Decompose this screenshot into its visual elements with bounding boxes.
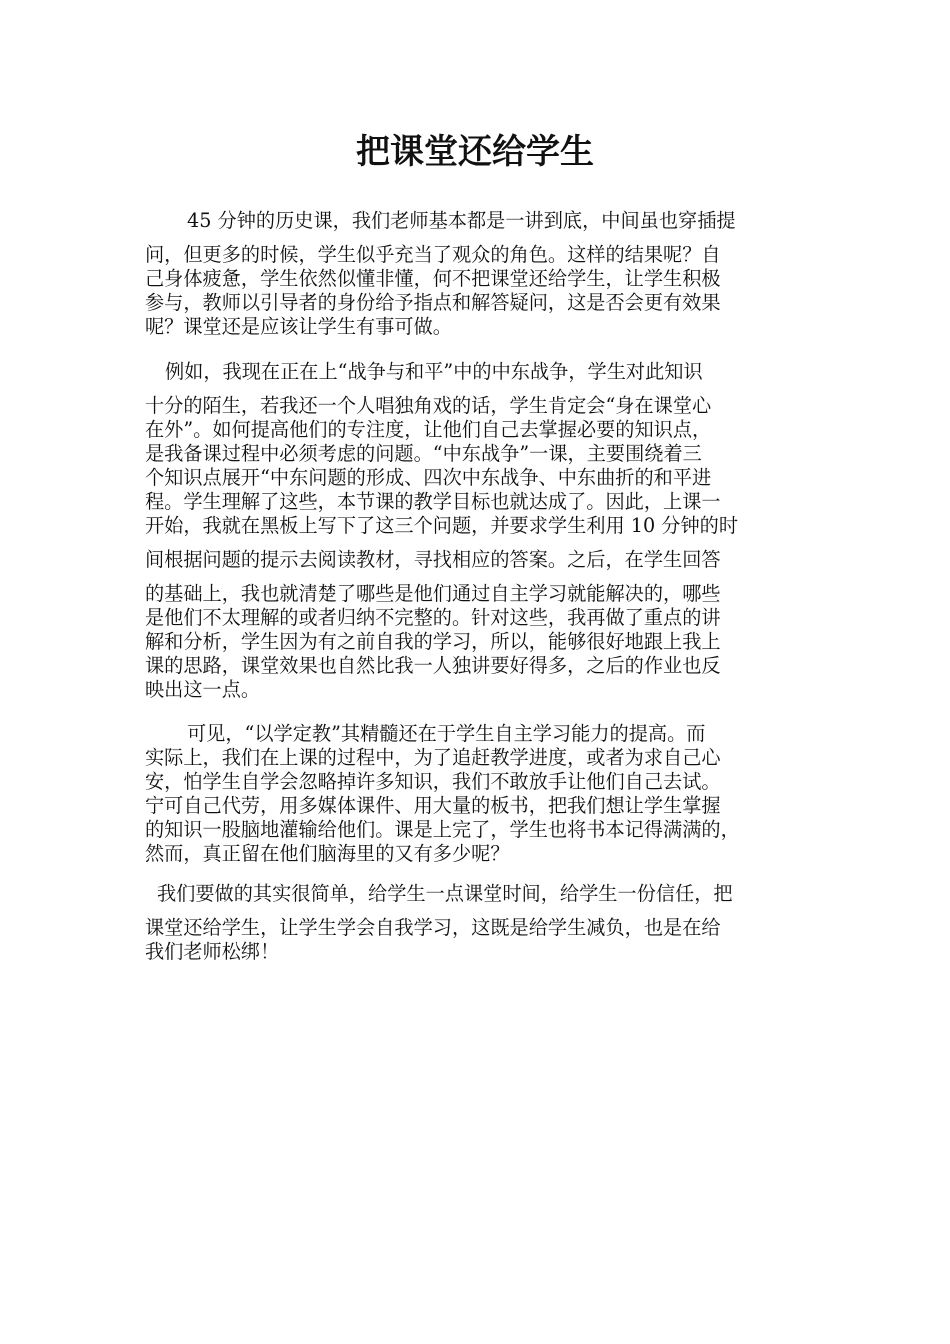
paragraph-line: 间根据问题的提示去阅读教材，寻找相应的答案。之后，在学生回答 [145,548,721,571]
paragraph-line: 是我备课过程中必须考虑的问题。“中东战争”一课，主要围绕着三 [145,442,702,465]
paragraph-1 [145,209,805,339]
paragraph-line: 安，怕学生自学会忽略掉许多知识，我们不敢放手让他们自己去试。 [145,770,721,793]
paragraph-line: 课的思路，课堂效果也自然比我一人独讲要好得多，之后的作业也反 [145,654,721,677]
paragraph-line: 十分的陌生，若我还一个人唱独角戏的话，学生肯定会“身在课堂心 [145,394,712,417]
paragraph-line: 在外”。如何提高他们的专注度，让他们自己去掌握必要的知识点， [145,418,712,441]
paragraph-line: 问，但更多的时候，学生似乎充当了观众的角色。这样的结果呢？自 [145,243,721,266]
paragraph-line: 可见，“以学定教”其精髓还在于学生自主学习能力的提高。而 [187,722,706,745]
paragraph-line: 个知识点展开“中东问题的形成、四次中东战争、中东曲折的和平进 [145,466,712,489]
paragraph-line: 参与，教师以引导者的身份给予指点和解答疑问，这是否会更有效果 [145,291,721,314]
paragraph-line: 己身体疲惫，学生依然似懂非懂，何不把课堂还给学生，让学生积极 [145,267,721,290]
document-title: 把课堂还给学生 [356,132,594,172]
paragraph-4 [145,882,805,964]
paragraph-2 [145,360,805,702]
paragraph-line: 解和分析，学生因为有之前自我的学习，所以，能够很好地跟上我上 [145,630,721,653]
paragraph-line: 实际上，我们在上课的过程中，为了追赶教学进度，或者为求自己心 [145,746,721,769]
paragraph-line: 例如，我现在正在上“战争与和平”中的中东战争，学生对此知识 [165,360,703,383]
paragraph-line: 映出这一点。 [145,678,261,701]
paragraph-line: 的基础上，我也就清楚了哪些是他们通过自主学习就能解决的，哪些 [145,582,721,605]
paragraph-line: 我们老师松绑！ [145,940,280,963]
paragraph-line: 45 分钟的历史课，我们老师基本都是一讲到底，中间虽也穿插提 [187,209,736,232]
paragraph-line: 我们要做的其实很简单，给学生一点课堂时间，给学生一份信任，把 [157,882,733,905]
paragraph-line: 然而，真正留在他们脑海里的又有多少呢？ [145,842,510,865]
paragraph-line: 开始，我就在黑板上写下了这三个问题，并要求学生利用 10 分钟的时 [145,514,739,537]
paragraph-line: 程。学生理解了这些，本节课的教学目标也就达成了。因此，上课一 [145,490,721,513]
paragraph-3 [145,722,805,866]
paragraph-line: 的知识一股脑地灌输给他们。课是上完了，学生也将书本记得满满的， [145,818,740,841]
paragraph-line: 课堂还给学生，让学生学会自我学习，这既是给学生减负，也是在给 [145,916,721,939]
paragraph-line: 是他们不太理解的或者归纳不完整的。针对这些，我再做了重点的讲 [145,606,721,629]
paragraph-line: 呢？课堂还是应该让学生有事可做。 [145,315,452,338]
paragraph-line: 宁可自己代劳，用多媒体课件、用大量的板书，把我们想让学生掌握 [145,794,721,817]
